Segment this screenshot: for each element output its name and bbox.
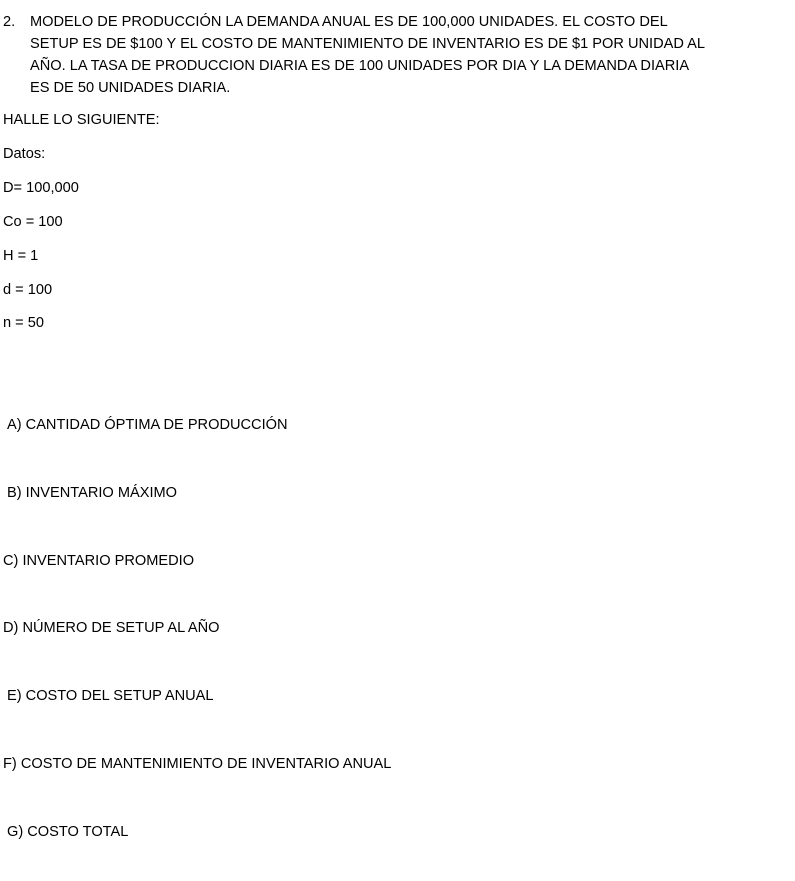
question-b: B) INVENTARIO MÁXIMO xyxy=(7,485,178,501)
dato-holding-cost: H = 1 xyxy=(3,248,39,264)
datos-label: Datos: xyxy=(3,146,46,162)
question-g: G) COSTO TOTAL xyxy=(7,824,129,840)
dato-production-rate: d = 100 xyxy=(3,282,53,298)
question-e: E) COSTO DEL SETUP ANUAL xyxy=(7,688,214,704)
dato-setup-cost: Co = 100 xyxy=(3,214,63,230)
dato-daily-demand: n = 50 xyxy=(3,315,44,331)
instruction-text: HALLE LO SIGUIENTE: xyxy=(3,112,160,128)
question-d: D) NÚMERO DE SETUP AL AÑO xyxy=(3,620,220,636)
question-a: A) CANTIDAD ÓPTIMA DE PRODUCCIÓN xyxy=(7,417,288,433)
problem-text: MODELO DE PRODUCCIÓN LA DEMANDA ANUAL ES DE 100,000 UNIDADES. EL COSTO DEL SETUP ES DE $100 Y EL COSTO DE MANTENIMIENTO DE INVENTARIO ES DE $1 POR UNIDAD AL AÑO. LA TASA DE PRODUCCION DIARIA ES DE 100 UNIDADES POR DIA Y LA DEMANDA DIARIA ES DE 50 UNIDADES DIARIA. xyxy=(30,14,705,96)
question-c: C) INVENTARIO PROMEDIO xyxy=(3,553,195,569)
problem-statement xyxy=(3,11,723,99)
question-f: F) COSTO DE MANTENIMIENTO DE INVENTARIO ANUAL xyxy=(3,756,392,772)
problem-number: 2. xyxy=(3,14,16,30)
dato-demand: D= 100,000 xyxy=(3,180,79,196)
